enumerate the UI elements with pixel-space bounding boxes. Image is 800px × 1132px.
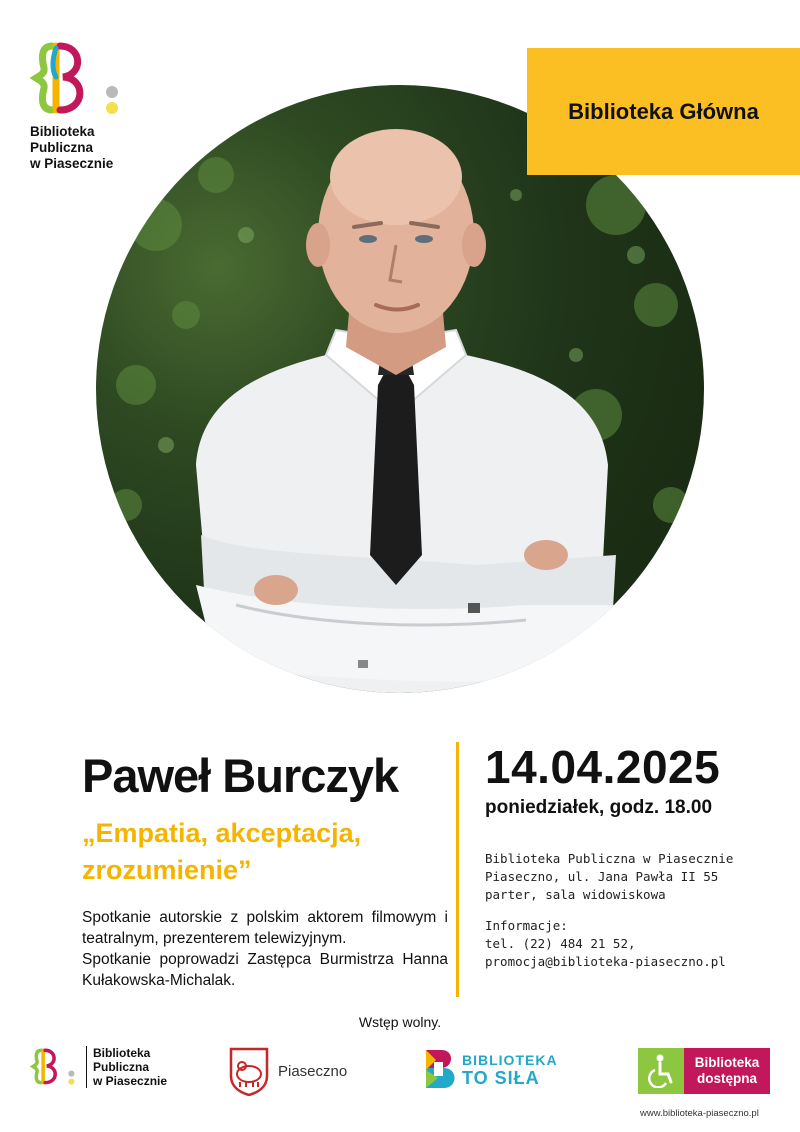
footer-piaseczno-logo bbox=[228, 1046, 347, 1096]
biblioteka-to-sila-icon bbox=[424, 1048, 458, 1090]
footer-piaseczno-label: Piaseczno bbox=[278, 1062, 348, 1080]
divider-line bbox=[456, 742, 459, 997]
footer-biblioteka-to-sila-logo bbox=[424, 1048, 558, 1090]
footer-library-line3: w Piasecznie bbox=[93, 1074, 168, 1088]
biblioteka-dostepna-label bbox=[684, 1048, 770, 1094]
library-name-line3: w Piasecznie bbox=[30, 156, 114, 171]
footer-library-line2: Publiczna bbox=[93, 1060, 150, 1074]
contact-email[interactable]: promocja@biblioteka-piaseczno.pl bbox=[485, 954, 726, 969]
piaseczno-crest-icon bbox=[228, 1046, 270, 1096]
event-date: 14.04.2025 bbox=[485, 741, 721, 793]
address-line1: Biblioteka Publiczna w Piasecznie bbox=[485, 851, 734, 866]
contact-label: Informacje: bbox=[485, 918, 568, 933]
library-name-line1: Biblioteka bbox=[30, 124, 95, 139]
speaker-portrait bbox=[96, 85, 704, 693]
footer-biblioteka-label: BIBLIOTEKA bbox=[462, 1052, 558, 1068]
website-url[interactable]: www.biblioteka-piaseczno.pl bbox=[640, 1108, 759, 1119]
wheelchair-icon bbox=[646, 1054, 676, 1088]
entry-note: Wstęp wolny. bbox=[358, 1014, 442, 1030]
event-description-p1: Spotkanie autorskie z polskim aktorem filmowym i teatralnym, prezenterem telewizyjnym. bbox=[82, 909, 448, 947]
address-line2: Piaseczno, ul. Jana Pawła II 55 bbox=[485, 869, 719, 884]
event-description bbox=[82, 907, 448, 991]
accessibility-icon-box bbox=[638, 1048, 684, 1094]
event-contact bbox=[485, 917, 726, 971]
branch-label: Biblioteka Główna bbox=[568, 98, 759, 124]
library-logo bbox=[30, 40, 170, 172]
contact-phone: tel. (22) 484 21 52, bbox=[485, 936, 636, 951]
event-topic-line2: zrozumienie” bbox=[82, 855, 252, 885]
footer-to-sila-label: TO SIŁA bbox=[462, 1068, 540, 1088]
branch-label-box bbox=[527, 48, 800, 175]
dostepna-line1: Biblioteka bbox=[694, 1055, 760, 1070]
event-address bbox=[485, 850, 733, 904]
footer-library-line1: Biblioteka bbox=[93, 1046, 151, 1060]
event-description-p2: Spotkanie poprowadzi Zastępca Burmistrza Hanna Kułakowska-Michalak. bbox=[82, 951, 448, 989]
speaker-name: Paweł Burczyk bbox=[82, 749, 399, 802]
event-topic bbox=[82, 815, 442, 889]
library-name-line2: Publiczna bbox=[30, 140, 94, 155]
speaker-photo bbox=[96, 85, 704, 693]
footer-biblioteka-dostepna-logo bbox=[638, 1048, 770, 1094]
event-topic-line1: „Empatia, akceptacja, bbox=[82, 818, 362, 848]
event-day-time: poniedziałek, godz. 18.00 bbox=[485, 797, 713, 818]
address-line3: parter, sala widowiskowa bbox=[485, 887, 666, 902]
dostepna-line2: dostępna bbox=[696, 1071, 757, 1086]
library-logo-icon bbox=[30, 40, 125, 118]
footer-library-logo-icon bbox=[30, 1046, 78, 1088]
footer-library-logo bbox=[30, 1046, 167, 1088]
